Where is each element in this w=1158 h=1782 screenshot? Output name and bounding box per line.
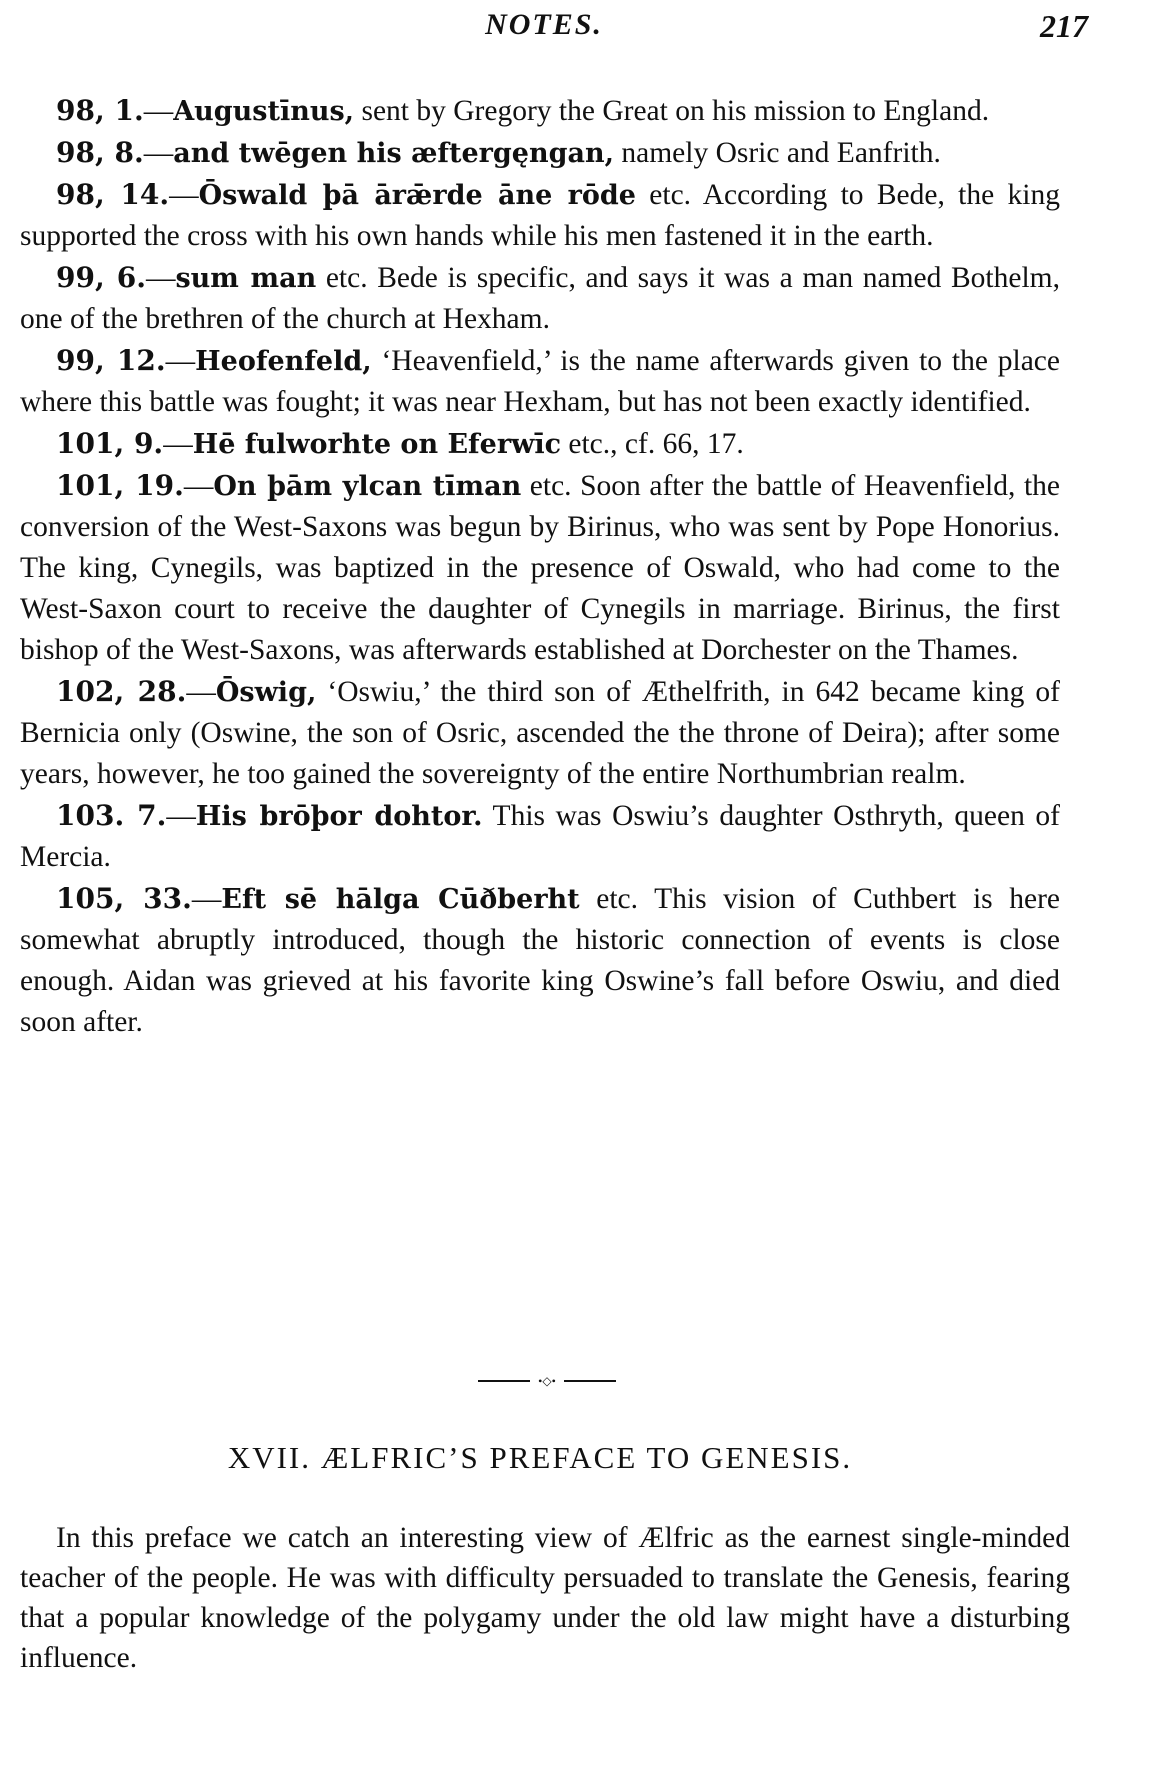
note-lemma: Augustīnus, bbox=[173, 96, 355, 127]
note-item bbox=[20, 174, 1060, 257]
note-text: sent by Gregory the Great on his mission to England. bbox=[354, 95, 990, 127]
page-number: 217 bbox=[1040, 8, 1088, 44]
note-lemma: His brōþor dohtor. bbox=[195, 801, 483, 832]
note-text: etc. This vision of Cuthbert is here somewhat abruptly introduced, though the historic connection of events is close enough. Aidan was grieved at his favorite king Oswine’s fall before Oswiu, and died soon after. bbox=[20, 883, 1061, 1038]
note-reference: 101, 9. bbox=[56, 427, 164, 460]
note-item bbox=[20, 671, 1060, 795]
note-text: This was Oswiu’s daughter Osthryth, queen of Mercia. bbox=[20, 800, 1061, 873]
note-dash: — bbox=[143, 95, 174, 127]
note-dash: — bbox=[186, 676, 216, 708]
divider-line-right bbox=[564, 1380, 616, 1382]
note-reference: 102, 28. bbox=[56, 675, 187, 708]
note-reference: 101, 19. bbox=[56, 469, 184, 502]
note-text: etc., cf. 66, 17. bbox=[561, 428, 744, 460]
note-text: ‘Oswiu,’ the third son of Æthelfrith, in 642 became king of Bernicia only (Oswine, the son of Osric, ascended the the throne of Deira); after some years, however, he too gained the sovereignty of the entire Northumbrian realm. bbox=[20, 676, 1061, 790]
note-text: etc. According to Bede, the king supported the cross with his own hands while his men fastened it in the earth. bbox=[20, 179, 1060, 252]
note-reference: 98, 1. bbox=[56, 94, 144, 127]
divider-line-left bbox=[478, 1380, 530, 1382]
note-lemma: Heofenfeld, bbox=[195, 346, 372, 377]
note-lemma: Ōswig, bbox=[215, 677, 317, 708]
note-dash: — bbox=[183, 470, 214, 502]
note-reference: 99, 12. bbox=[56, 344, 166, 377]
note-item bbox=[20, 878, 1060, 1043]
note-reference: 98, 8. bbox=[56, 136, 144, 169]
section-heading: XVII. ÆLFRIC’S PREFACE TO GENESIS. bbox=[227, 1440, 853, 1475]
note-lemma: Hē fulworhte on Eferwīc bbox=[192, 429, 562, 460]
notes-list bbox=[20, 90, 1060, 1043]
note-lemma: sum man bbox=[175, 263, 317, 294]
note-dash: — bbox=[191, 883, 222, 915]
note-item bbox=[20, 423, 1060, 465]
running-head bbox=[20, 8, 1088, 54]
note-dash: — bbox=[169, 179, 199, 211]
note-text: namely Osric and Eanfrith. bbox=[613, 137, 941, 169]
note-item bbox=[20, 90, 1060, 132]
note-dash: — bbox=[166, 800, 196, 832]
note-item bbox=[20, 795, 1060, 878]
note-reference: 105, 33. bbox=[56, 882, 192, 915]
note-item bbox=[20, 465, 1060, 671]
note-lemma: Eft sē hālga Cūðberht bbox=[221, 884, 580, 915]
page-title: NOTES. bbox=[485, 8, 603, 41]
note-dash: — bbox=[145, 262, 176, 294]
note-reference: 99, 6. bbox=[56, 261, 146, 294]
note-text: etc. Bede is specific, and says it was a man named Bothelm, one of the brethren of the church at Hexham. bbox=[20, 262, 1060, 335]
section-divider-ornament bbox=[478, 1374, 616, 1388]
section-paragraph: In this preface we catch an interesting view of Ælfric as the earnest single-minded teacher of the people. He was with difficulty persuaded to translate the Genesis, fearing that a popular knowledge of the polygamy under the old law might have a disturbing influence. bbox=[20, 1522, 1070, 1674]
note-dash: — bbox=[165, 345, 196, 377]
note-text: ‘Heavenfield,’ is the name afterwards given to the place where this battle was fought; it was near Hexham, but has not been exactly identified. bbox=[20, 345, 1060, 418]
note-item bbox=[20, 257, 1060, 340]
note-lemma: and twēgen his æftergęngan, bbox=[173, 138, 614, 169]
note-reference: 103. 7. bbox=[56, 799, 167, 832]
note-reference: 98, 14. bbox=[56, 178, 170, 211]
note-lemma: On þām ylcan tīman bbox=[213, 471, 522, 502]
note-text: etc. Soon after the battle of Heavenfield, the conversion of the West-Saxons was begun by Birinus, who was sent by Pope Honorius. The king, Cynegils, was baptized in the presence of Oswald, who had come to the West-Saxon court to receive the daughter of Cynegils in marriage. Birinus, the first bishop of the West-Saxons, was afterwards established at Dorchester on the Thames. bbox=[20, 470, 1060, 666]
note-item bbox=[20, 340, 1060, 423]
diamond-ornament-icon: •◇• bbox=[538, 1374, 556, 1388]
note-item bbox=[20, 132, 1060, 174]
note-dash: — bbox=[163, 428, 193, 460]
note-lemma: Ōswald þā ārǣrde āne rōde bbox=[198, 180, 636, 211]
note-dash: — bbox=[143, 137, 174, 169]
